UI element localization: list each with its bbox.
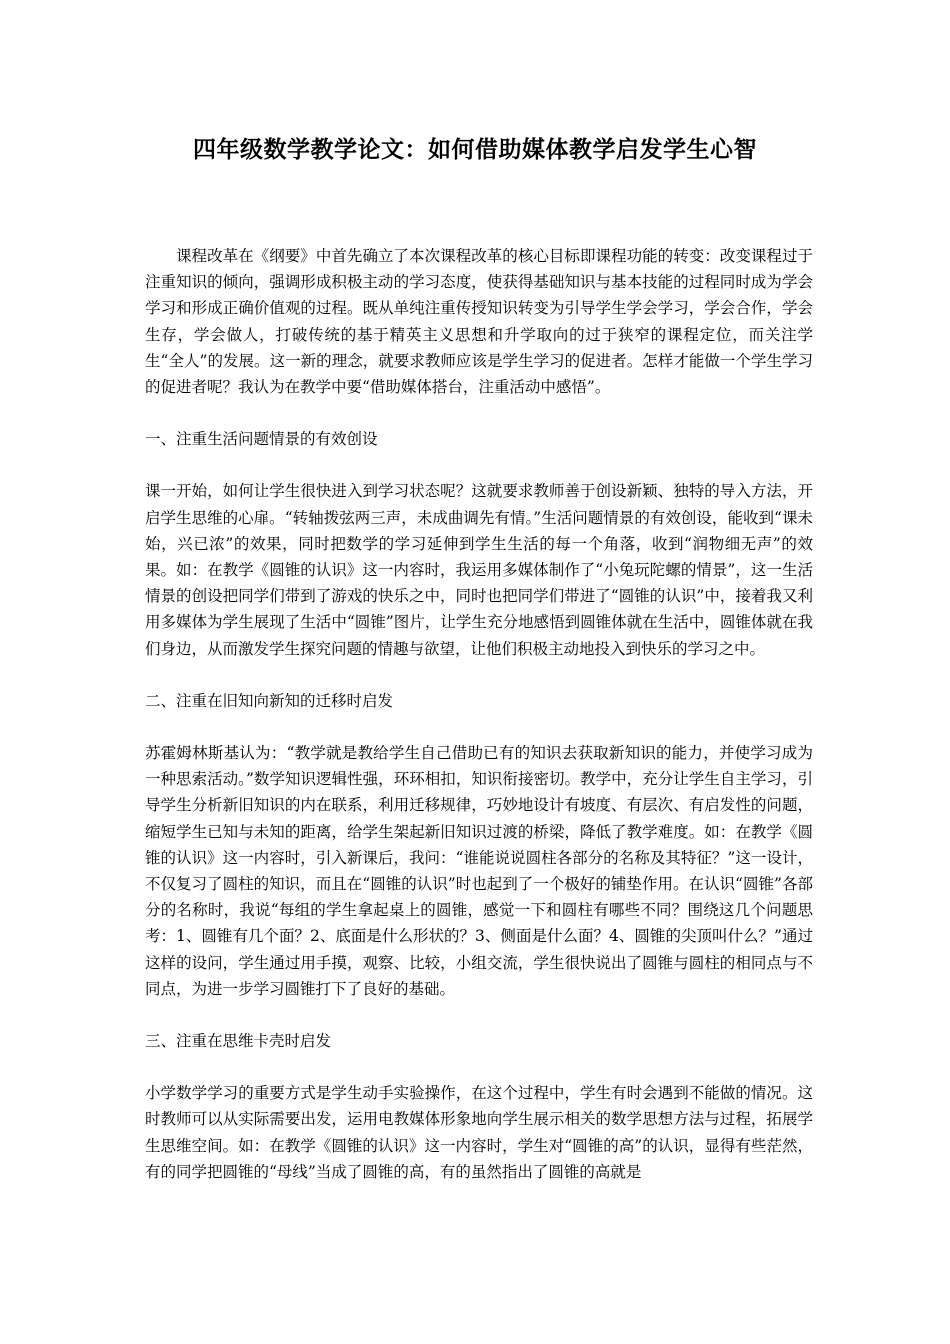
section-paragraph: 苏霍姆林斯基认为：“教学就是教给学生自己借助已有的知识去获取新知识的能力，并使学习成为一种思索活动。”数学知识逻辑性强，环环相扣，知识衔接密切。教学中，充分让学生自主学习，引导学生分析新旧知识的内在联系，利用迁移规律，巧妙地设计有坡度、有层次、有启发性的问题，缩短学生已知与未知的距离，给学生架起新旧知识过渡的桥梁，降低了教学难度。如：在教学《圆锥的认识》这一内容时，引入新课后，我问：“谁能说说圆柱各部分的名称及其特征？”这一设计，不仅复习了圆柱的知识，而且在“圆锥的认识”时也起到了一个极好的铺垫作用。在认识“圆锥”各部分的名称时，我说“每组的学生拿起桌上的圆锥，感觉一下和圆柱有哪些不同？围绕这几个问题思考：1、圆锥有几个面？2、底面是什么形状的？3、侧面是什么面？4、圆锥的尖顶叫什么？”通过这样的设问，学生通过用手摸，观察、比较，小组交流，学生很快说出了圆锥与圆柱的相同点与不同点，为进一步学习圆锥打下了良好的基础。 xyxy=(145,744,813,998)
paragraph-spacer xyxy=(145,452,813,478)
section-heading: 二、注重在旧知向新知的迁移时启发 xyxy=(145,691,394,710)
section-paragraph: 课一开始，如何让学生很快进入到学习状态呢？这就要求教师善于创设新颖、独特的导入方法，开启学生思维的心扉。“转轴拨弦两三声，未成曲调先有情。”生活问题情景的有效创设，能收到“课未始，兴已浓”的效果，同时把数学的学习延伸到学生生活的每一个角落，收到“润物细无声”的效果。如：在教学《圆锥的认识》这一内容时，我运用多媒体制作了“小兔玩陀螺的情景”，这一生活情景的创设把同学们带到了游戏的快乐之中，同时也把同学们带进了“圆锥的认识”中，接着我又利用多媒体为学生展现了生活中“圆锥”图片，让学生充分地感悟到圆锥体就在生活中，圆锥体就在我们身边，从而激发学生探究问题的情趣与欲望，让他们积极主动地投入到快乐的学习之中。 xyxy=(145,482,813,658)
document-title: 四年级数学教学论文：如何借助媒体教学启发学生心智 xyxy=(193,136,757,163)
paragraph-spacer xyxy=(145,714,813,740)
paragraph-spacer xyxy=(145,662,813,688)
intro-paragraph: 课程改革在《纲要》中首先确立了本次课程改革的核心目标即课程功能的转变：改变课程过于注重知识的倾向，强调形成积极主动的学习态度，使获得基础知识与基本技能的过程同时成为学会学习和形成正确价值观的过程。既从单纯注重传授知识转变为引导学生学会学习，学会合作，学会生存，学会做人，打破传统的基于精英主义思想和升学取向的过于狭窄的课程定位，而关注学生“全人”的发展。这一新的理念，就要求教师应该是学生学习的促进者。怎样才能做一个学生学习的促进者呢？我认为在教学中要“借助媒体搭台，注重活动中感悟”。 xyxy=(145,247,813,397)
section-heading: 一、注重生活问题情景的有效创设 xyxy=(145,430,378,449)
document-body xyxy=(145,243,813,1185)
section-paragraph: 小学数学学习的重要方式是学生动手实验操作，在这个过程中，学生有时会遇到不能做的情况。这时教师可以从实际需要出发，运用电教媒体形象地向学生展示相关的数学思想方法与过程，拓展学生思维空间。如：在教学《圆锥的认识》这一内容时，学生对“圆锥的高”的认识，显得有些茫然，有的同学把圆锥的“母线”当成了圆锥的高，有的虽然指出了圆锥的高就是 xyxy=(145,1084,813,1181)
section-heading: 三、注重在思维卡壳时启发 xyxy=(145,1032,332,1051)
paragraph-spacer xyxy=(145,400,813,426)
paragraph-spacer xyxy=(145,1054,813,1080)
paragraph-spacer xyxy=(145,1002,813,1028)
